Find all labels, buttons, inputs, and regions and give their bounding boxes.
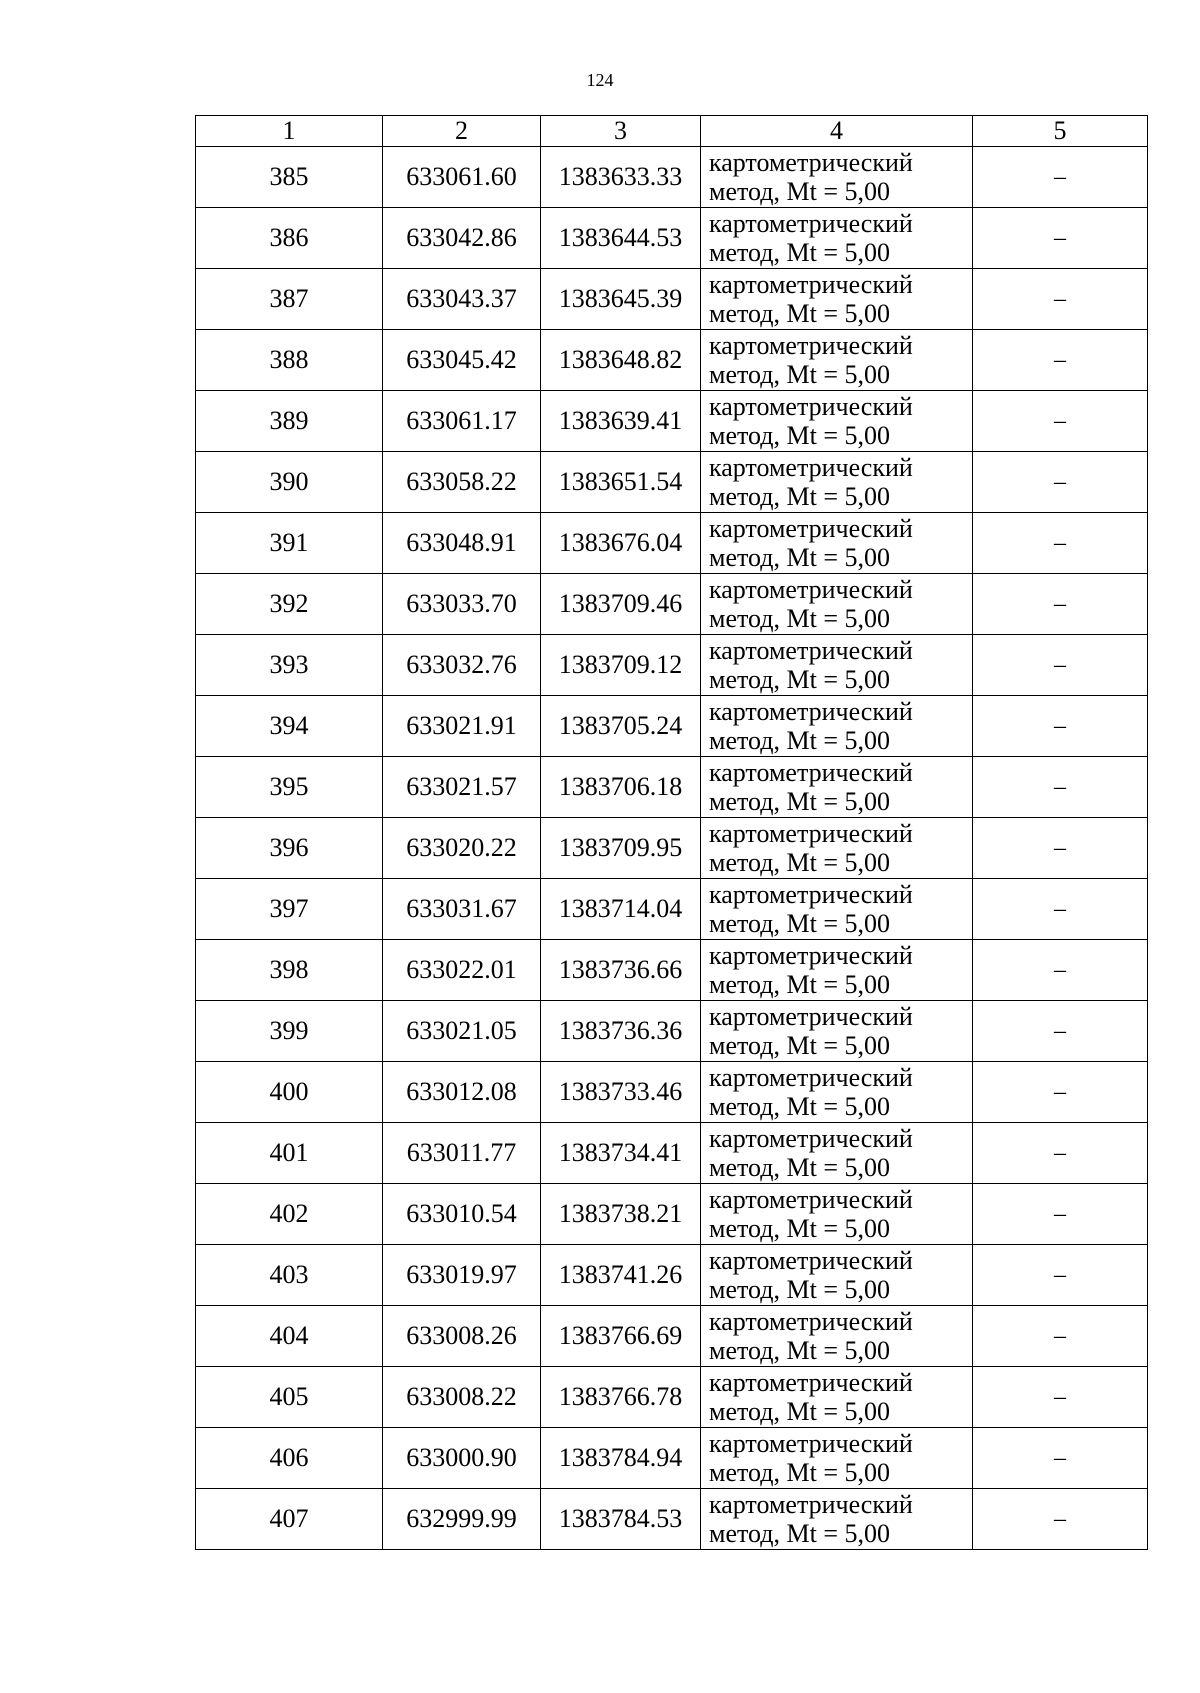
table-row: [196, 513, 1148, 574]
y-coordinate-cell: 1383734.41: [541, 1123, 701, 1184]
header-col-1: 1: [196, 116, 383, 147]
method-line-1: картометрический: [709, 575, 913, 604]
table-row: [196, 1245, 1148, 1306]
method-cell: [701, 1306, 973, 1367]
method-line-1: картометрический: [709, 1185, 913, 1214]
method-cell: [701, 818, 973, 879]
table-row: [196, 696, 1148, 757]
table-body: [196, 147, 1148, 1550]
method-line-1: картометрический: [709, 331, 913, 360]
method-line-1: картометрический: [709, 392, 913, 421]
col5-cell: –: [973, 1367, 1148, 1428]
y-coordinate-cell: 1383766.78: [541, 1367, 701, 1428]
table-row: [196, 1306, 1148, 1367]
point-number-cell: 400: [196, 1062, 383, 1123]
x-coordinate-cell: 633021.57: [383, 757, 541, 818]
method-cell: [701, 1062, 973, 1123]
method-line-2: метод, Mt = 5,00: [709, 543, 890, 572]
header-col-2: 2: [383, 116, 541, 147]
point-number-cell: 398: [196, 940, 383, 1001]
x-coordinate-cell: 632999.99: [383, 1489, 541, 1550]
header-col-4: 4: [701, 116, 973, 147]
y-coordinate-cell: 1383709.95: [541, 818, 701, 879]
method-line-2: метод, Mt = 5,00: [709, 665, 890, 694]
method-cell: [701, 1184, 973, 1245]
method-cell: [701, 757, 973, 818]
table-row: [196, 1184, 1148, 1245]
y-coordinate-cell: 1383784.94: [541, 1428, 701, 1489]
method-line-2: метод, Mt = 5,00: [709, 787, 890, 816]
x-coordinate-cell: 633032.76: [383, 635, 541, 696]
method-line-1: картометрический: [709, 941, 913, 970]
method-cell: [701, 1123, 973, 1184]
x-coordinate-cell: 633021.91: [383, 696, 541, 757]
col5-cell: –: [973, 452, 1148, 513]
col5-cell: –: [973, 818, 1148, 879]
point-number-cell: 403: [196, 1245, 383, 1306]
method-cell: [701, 1001, 973, 1062]
col5-cell: –: [973, 1123, 1148, 1184]
col5-cell: –: [973, 574, 1148, 635]
x-coordinate-cell: 633022.01: [383, 940, 541, 1001]
point-number-cell: 392: [196, 574, 383, 635]
method-line-2: метод, Mt = 5,00: [709, 970, 890, 999]
point-number-cell: 402: [196, 1184, 383, 1245]
y-coordinate-cell: 1383639.41: [541, 391, 701, 452]
method-line-1: картометрический: [709, 1246, 913, 1275]
point-number-cell: 397: [196, 879, 383, 940]
point-number-cell: 389: [196, 391, 383, 452]
method-line-2: метод, Mt = 5,00: [709, 1336, 890, 1365]
table-row: [196, 391, 1148, 452]
y-coordinate-cell: 1383676.04: [541, 513, 701, 574]
method-cell: [701, 1489, 973, 1550]
point-number-cell: 406: [196, 1428, 383, 1489]
x-coordinate-cell: 633000.90: [383, 1428, 541, 1489]
point-number-cell: 396: [196, 818, 383, 879]
point-number-cell: 401: [196, 1123, 383, 1184]
col5-cell: –: [973, 330, 1148, 391]
table-row: [196, 818, 1148, 879]
table-row: [196, 879, 1148, 940]
x-coordinate-cell: 633043.37: [383, 269, 541, 330]
method-cell: [701, 269, 973, 330]
point-number-cell: 405: [196, 1367, 383, 1428]
x-coordinate-cell: 633012.08: [383, 1062, 541, 1123]
method-cell: [701, 940, 973, 1001]
point-number-cell: 391: [196, 513, 383, 574]
x-coordinate-cell: 633020.22: [383, 818, 541, 879]
method-line-1: картометрический: [709, 514, 913, 543]
method-cell: [701, 147, 973, 208]
table-row: [196, 574, 1148, 635]
x-coordinate-cell: 633010.54: [383, 1184, 541, 1245]
method-line-1: картометрический: [709, 1307, 913, 1336]
y-coordinate-cell: 1383736.66: [541, 940, 701, 1001]
method-line-1: картометрический: [709, 758, 913, 787]
point-number-cell: 386: [196, 208, 383, 269]
table-row: [196, 208, 1148, 269]
method-cell: [701, 1245, 973, 1306]
method-line-2: метод, Mt = 5,00: [709, 1458, 890, 1487]
col5-cell: –: [973, 147, 1148, 208]
method-line-1: картометрический: [709, 819, 913, 848]
method-cell: [701, 391, 973, 452]
method-line-1: картометрический: [709, 1429, 913, 1458]
method-line-2: метод, Mt = 5,00: [709, 909, 890, 938]
col5-cell: –: [973, 1245, 1148, 1306]
table-row: [196, 1001, 1148, 1062]
method-line-1: картометрический: [709, 697, 913, 726]
x-coordinate-cell: 633031.67: [383, 879, 541, 940]
y-coordinate-cell: 1383736.36: [541, 1001, 701, 1062]
method-line-2: метод, Mt = 5,00: [709, 1397, 890, 1426]
col5-cell: –: [973, 696, 1148, 757]
method-line-2: метод, Mt = 5,00: [709, 1275, 890, 1304]
method-cell: [701, 696, 973, 757]
method-line-2: метод, Mt = 5,00: [709, 360, 890, 389]
method-cell: [701, 879, 973, 940]
method-cell: [701, 1428, 973, 1489]
y-coordinate-cell: 1383706.18: [541, 757, 701, 818]
table-row: [196, 1062, 1148, 1123]
table-header: [196, 116, 1148, 147]
col5-cell: –: [973, 1428, 1148, 1489]
method-cell: [701, 452, 973, 513]
table-row: [196, 1123, 1148, 1184]
x-coordinate-cell: 633045.42: [383, 330, 541, 391]
y-coordinate-cell: 1383651.54: [541, 452, 701, 513]
y-coordinate-cell: 1383705.24: [541, 696, 701, 757]
method-line-2: метод, Mt = 5,00: [709, 1031, 890, 1060]
col5-cell: –: [973, 757, 1148, 818]
method-line-1: картометрический: [709, 1490, 913, 1519]
y-coordinate-cell: 1383648.82: [541, 330, 701, 391]
point-number-cell: 407: [196, 1489, 383, 1550]
point-number-cell: 404: [196, 1306, 383, 1367]
method-line-2: метод, Mt = 5,00: [709, 177, 890, 206]
table-row: [196, 757, 1148, 818]
col5-cell: –: [973, 269, 1148, 330]
table-row: [196, 1428, 1148, 1489]
method-line-1: картометрический: [709, 1063, 913, 1092]
method-line-2: метод, Mt = 5,00: [709, 1153, 890, 1182]
header-col-3: 3: [541, 116, 701, 147]
y-coordinate-cell: 1383784.53: [541, 1489, 701, 1550]
y-coordinate-cell: 1383645.39: [541, 269, 701, 330]
point-number-cell: 395: [196, 757, 383, 818]
point-number-cell: 399: [196, 1001, 383, 1062]
y-coordinate-cell: 1383733.46: [541, 1062, 701, 1123]
page-number: 124: [586, 70, 614, 90]
y-coordinate-cell: 1383738.21: [541, 1184, 701, 1245]
x-coordinate-cell: 633019.97: [383, 1245, 541, 1306]
method-line-1: картометрический: [709, 1124, 913, 1153]
x-coordinate-cell: 633008.26: [383, 1306, 541, 1367]
method-line-2: метод, Mt = 5,00: [709, 1092, 890, 1121]
header-col-5: 5: [973, 116, 1148, 147]
x-coordinate-cell: 633042.86: [383, 208, 541, 269]
table-row: [196, 330, 1148, 391]
y-coordinate-cell: 1383741.26: [541, 1245, 701, 1306]
method-line-2: метод, Mt = 5,00: [709, 421, 890, 450]
col5-cell: –: [973, 1001, 1148, 1062]
method-line-2: метод, Mt = 5,00: [709, 238, 890, 267]
method-cell: [701, 574, 973, 635]
x-coordinate-cell: 633058.22: [383, 452, 541, 513]
col5-cell: –: [973, 1306, 1148, 1367]
table-row: [196, 1367, 1148, 1428]
col5-cell: –: [973, 940, 1148, 1001]
method-line-1: картометрический: [709, 1002, 913, 1031]
method-cell: [701, 1367, 973, 1428]
table-row: [196, 635, 1148, 696]
y-coordinate-cell: 1383766.69: [541, 1306, 701, 1367]
col5-cell: –: [973, 635, 1148, 696]
method-line-2: метод, Mt = 5,00: [709, 726, 890, 755]
method-line-2: метод, Mt = 5,00: [709, 1214, 890, 1243]
col5-cell: –: [973, 1062, 1148, 1123]
col5-cell: –: [973, 208, 1148, 269]
table-row: [196, 940, 1148, 1001]
x-coordinate-cell: 633021.05: [383, 1001, 541, 1062]
method-line-2: метод, Mt = 5,00: [709, 299, 890, 328]
x-coordinate-cell: 633048.91: [383, 513, 541, 574]
method-line-1: картометрический: [709, 453, 913, 482]
method-line-1: картометрический: [709, 636, 913, 665]
x-coordinate-cell: 633033.70: [383, 574, 541, 635]
method-line-2: метод, Mt = 5,00: [709, 604, 890, 633]
table-row: [196, 1489, 1148, 1550]
col5-cell: –: [973, 391, 1148, 452]
method-line-2: метод, Mt = 5,00: [709, 848, 890, 877]
method-line-2: метод, Mt = 5,00: [709, 482, 890, 511]
method-line-1: картометрический: [709, 148, 913, 177]
point-number-cell: 393: [196, 635, 383, 696]
col5-cell: –: [973, 1489, 1148, 1550]
point-number-cell: 385: [196, 147, 383, 208]
method-cell: [701, 330, 973, 391]
point-number-cell: 387: [196, 269, 383, 330]
x-coordinate-cell: 633011.77: [383, 1123, 541, 1184]
point-number-cell: 394: [196, 696, 383, 757]
header-row: [196, 116, 1148, 147]
x-coordinate-cell: 633061.17: [383, 391, 541, 452]
y-coordinate-cell: 1383644.53: [541, 208, 701, 269]
y-coordinate-cell: 1383709.46: [541, 574, 701, 635]
point-number-cell: 388: [196, 330, 383, 391]
method-line-1: картометрический: [709, 270, 913, 299]
table-row: [196, 452, 1148, 513]
col5-cell: –: [973, 513, 1148, 574]
point-number-cell: 390: [196, 452, 383, 513]
method-cell: [701, 635, 973, 696]
method-line-1: картометрический: [709, 1368, 913, 1397]
col5-cell: –: [973, 1184, 1148, 1245]
method-line-2: метод, Mt = 5,00: [709, 1519, 890, 1548]
coordinates-table: [195, 115, 1148, 1550]
method-line-1: картометрический: [709, 880, 913, 909]
x-coordinate-cell: 633061.60: [383, 147, 541, 208]
method-cell: [701, 208, 973, 269]
col5-cell: –: [973, 879, 1148, 940]
method-line-1: картометрический: [709, 209, 913, 238]
table-row: [196, 147, 1148, 208]
y-coordinate-cell: 1383709.12: [541, 635, 701, 696]
y-coordinate-cell: 1383714.04: [541, 879, 701, 940]
method-cell: [701, 513, 973, 574]
y-coordinate-cell: 1383633.33: [541, 147, 701, 208]
x-coordinate-cell: 633008.22: [383, 1367, 541, 1428]
table-row: [196, 269, 1148, 330]
